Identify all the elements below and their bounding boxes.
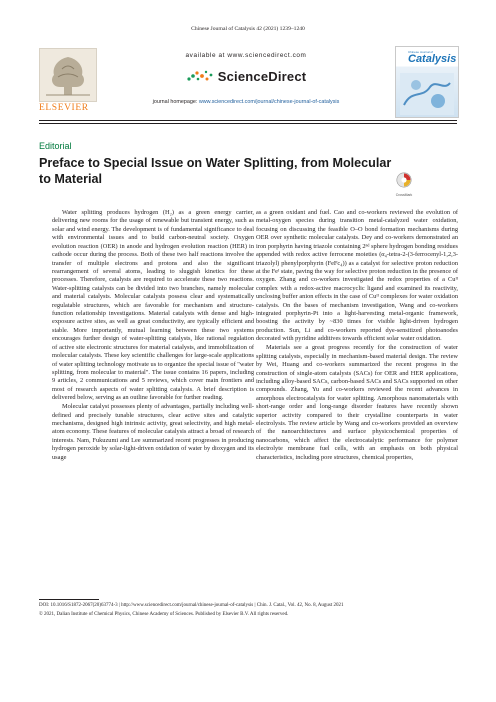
homepage-label: journal homepage:	[152, 99, 199, 105]
elsevier-wordmark: ELSEVIER	[39, 103, 89, 113]
footer-copyright-line: © 2021, Dalian Institute of Chemical Physics, Chinese Academy of Sciences. Published by Elsevier B.V. All rights reserved.	[39, 611, 289, 617]
cover-artwork-icon	[396, 69, 458, 118]
elsevier-tree-emblem-icon	[39, 48, 97, 102]
crossmark-label: CrossMark	[395, 193, 413, 197]
journal-homepage-line	[101, 99, 391, 105]
body-paragraph: Molecular catalyst possesses plenty of advantages, partially including well-defined and precisely tunable structures, clear active sites and catalytic mechanisms, designed high intrinsic activity, great selectivity, and high metal-atom economy. These features of molecular catalysis attract a broad of research interests. Nam, Fukuzumi and Lee summarized recent progresses in producing hydrogen peroxide by solar-light-driven oxidation of water by dioxygen and its usage	[52, 403, 254, 461]
header-divider-thin	[39, 123, 457, 124]
body-paragraph-continued: as a green oxidant and fuel. Cao and co-workers reviewed the evolution of metal-oxygen species during transition metal-catalyzed water oxidation, focusing on discussing the feasible O–O bond formation mechanisms during OER over synthetic molecular catalysts. Dey and co-workers demonstrated an iron porphyrin having triazole containing 2ⁿᵈ sphere hydrogen bonding residues appended with redox active ferrocene moieties (α₄-tetra-2-(3-ferrocenyl-1,2,3-triazolyl) phenylporphyrin (FeFc₄)) as a catalyst for selective proton reduction at the Feᴵ state, paving the way for selective proton reduction in the presence of oxygen. Zhang and co-workers investigated the redox properties of a Cuᴵᴵ complex with a redox-active macrocyclic ligand and examined its reactivity, unclosing buffer anion effects in the case of Cuᴵᴵ complexes for water oxidation catalysis. On the bases of mechanism investigation, Wang and co-workers integrated porphyrin-Pt into a light-harvesting metal-organic framework, boosting the activity by ~830 times for visible light-driven hydrogen production. Sun, Li and co-workers reported dye-sensitized photoanodes decorated with pyridine additives towards efficient solar water oxidation.	[256, 209, 458, 343]
elsevier-logo[interactable]	[39, 48, 95, 114]
sciencedirect-logo[interactable]	[101, 65, 391, 87]
cover-subtitle: Chinese Journal of	[408, 50, 434, 54]
cover-title: Catalysis	[408, 53, 457, 65]
sciencedirect-block	[101, 42, 391, 118]
journal-citation-line: Chinese Journal of Catalysis 42 (2021) 1239–1240	[191, 26, 305, 32]
crossmark-badge[interactable]	[392, 172, 416, 197]
crossmark-icon	[396, 172, 412, 188]
available-at-text: available at www.sciencedirect.com	[185, 52, 307, 59]
section-label: Editorial	[39, 141, 72, 151]
journal-header	[39, 42, 457, 118]
homepage-link[interactable]: www.sciencedirect.com/journal/chinese-journal-of-catalysis	[198, 99, 340, 105]
journal-cover-thumbnail[interactable]	[395, 46, 459, 118]
header-divider	[39, 120, 457, 121]
article-title: Preface to Special Issue on Water Splitting, from Molecular to Material	[39, 156, 392, 186]
footer-divider	[39, 599, 99, 600]
body-right-column	[256, 209, 458, 462]
body-paragraph: Water splitting produces hydrogen (H₂) as a green energy carrier, delivering new rooms for the usage of renewable but transient energy, such as solar and wind energy. The development is of fundamental significance to deal with environmental issues and to build carbon-neutral society. Oxygen evolution reaction (OER) in anode and hydrogen evolution reaction (HER) in cathode occur during the process. Both of these two half reactions involve the transfer of multiple electrons and protons and also the significant rearrangement of several atoms, leading to sluggish kinetics for these processes. Therefore, catalysts are required to accelerate these two reactions. Water-splitting catalysts can be divided into two branches, namely molecular and material catalysts. Molecular catalysts possess clear and systematically regulatable structures, which are favorable for mechanism and structure-function relationship investigations. Material catalysts with dense and high-exposure active sites, as well as great conductivity, are typically efficient and stable. More importantly, mutual learning between these two systems encourages further design of water-splitting catalysts, like rational regulation of active site electronic structures for material catalysts, and immobilization of molecular catalysts. These key scientific challenges for large-scale applications of water splitting technology motivate us to organize the special issue of "water splitting, from molecular to material". The issue contains 16 papers, including 9 articles, 2 communications and 5 reviews, which cover main frontiers and most of research aspects of water splitting catalysis. A brief description is delivered below, serving as an outline favorable for further reading.	[52, 209, 254, 402]
sciencedirect-dots-icon	[186, 69, 214, 83]
body-paragraph: Materials see a great progress recently for the construction of water splitting catalysts, especially in mechanism-based material design. The review by Wei, Huang and co-workers summarized the recent progress in the construction of single-atom catalysts (SACs) for OER and HER applications, including alloy-based SACs, carbon-based SACs and SACs supported on other compounds. Zhang, Yu and co-workers reviewed the recent advances in amorphous electrocatalysts for water splitting. Amorphous nanomaterials with short-range order and long-range disorder features have recently shown superior activity compared to their crystalline counterparts in water electrolysis. The review article by Wang and co-workers provided an overview of the nanoarchitectures and surface physicochemical properties of nanocarbons, which affect the electrocatalytic performance for polymer electrolyte membrane fuel cells, with an emphasis on both physical characteristics, including pore structures, chemical properties,	[256, 344, 458, 461]
sciencedirect-wordmark: ScienceDirect	[217, 68, 307, 84]
page-footer	[39, 602, 459, 619]
body-left-column	[52, 209, 254, 462]
footer-doi-line: DOI: 10.1016/S1872-2067(20)63774-3 | http://www.sciencedirect.com/journal/chinese-journal-of-catalysis | Chin. J. Catal., Vol. 42, No. 8, August 2021	[39, 603, 344, 608]
